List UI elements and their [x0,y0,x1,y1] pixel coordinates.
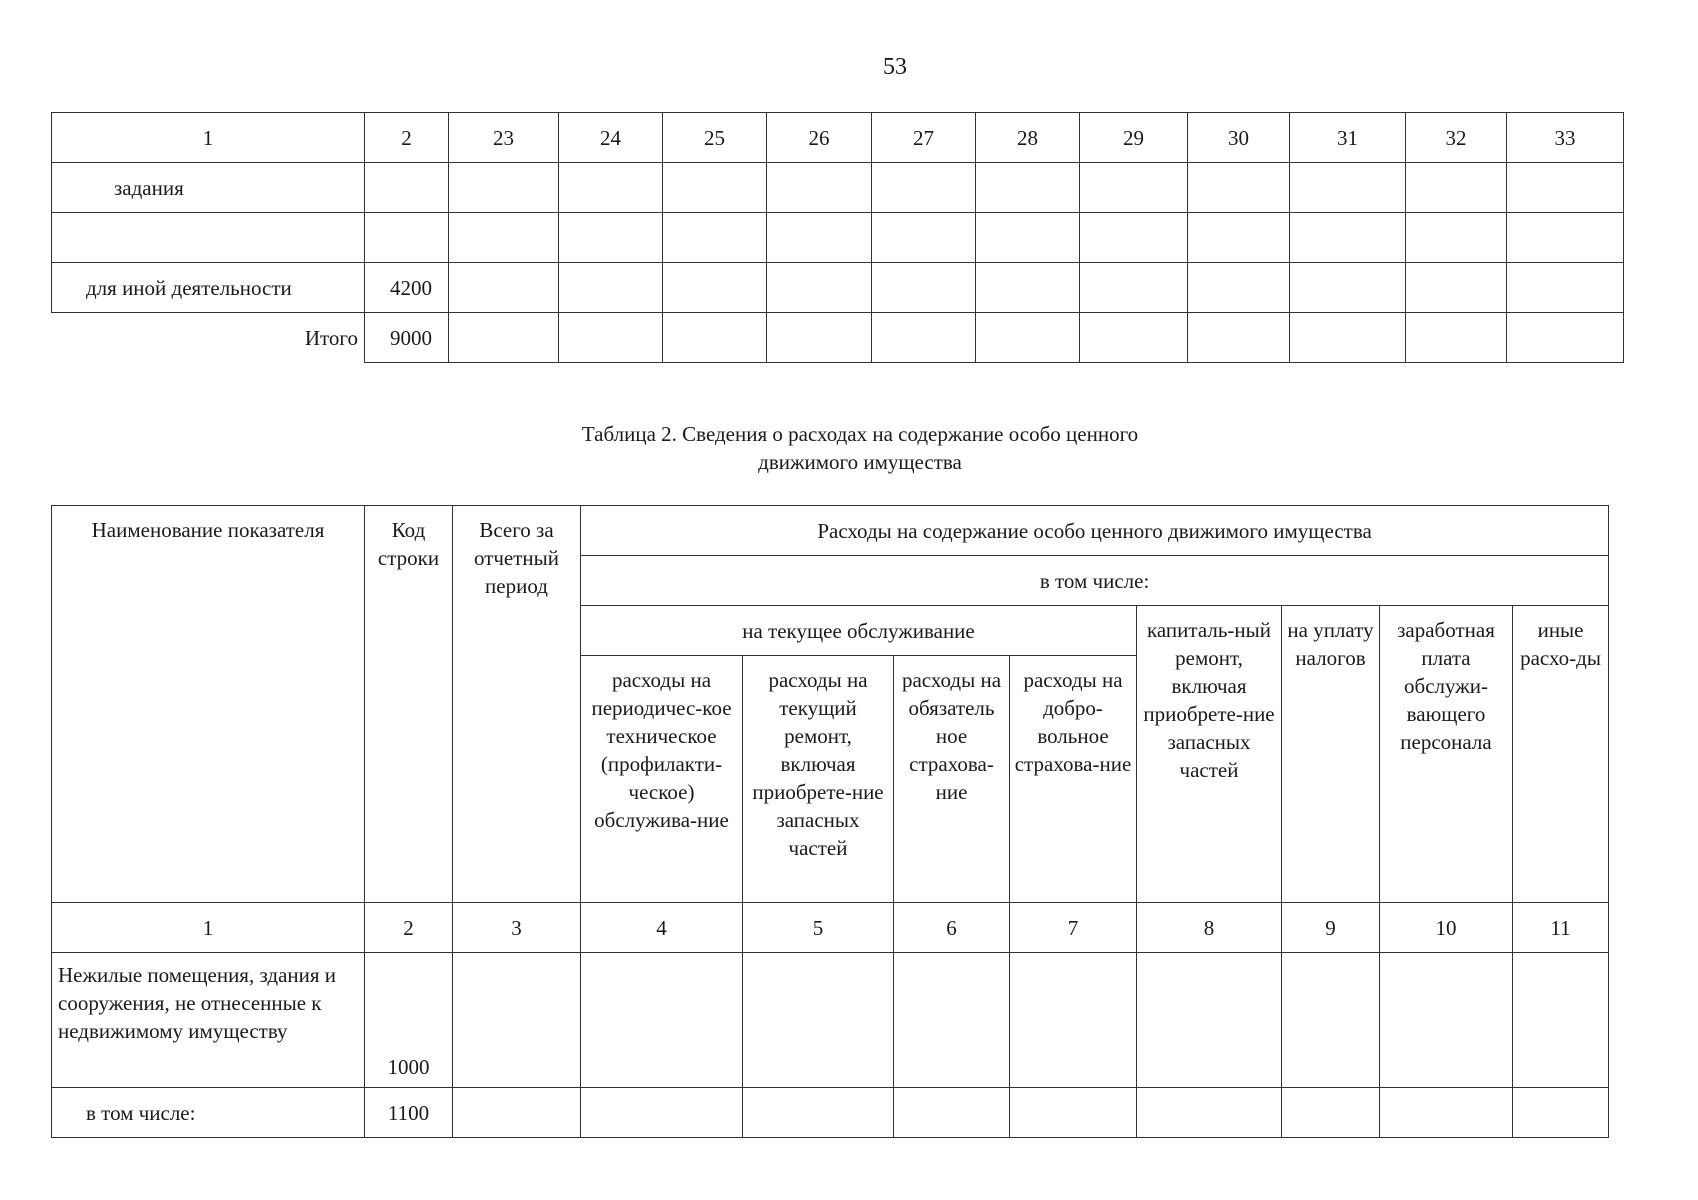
column-number: 11 [1513,903,1609,953]
table-cell [872,163,976,213]
table-cell [1080,263,1188,313]
table-1-header-cell: 29 [1080,113,1188,163]
table-cell [1406,163,1507,213]
table-cell [1507,313,1624,363]
table-cell [1290,163,1406,213]
header-code: Код строки [365,506,453,903]
table-cell [976,163,1080,213]
table-1-header-cell: 33 [1507,113,1624,163]
table-row [52,213,1624,263]
table-cell [767,163,872,213]
header-col-9: на уплату налогов [1282,606,1380,903]
column-number: 1 [52,903,365,953]
table-cell [767,313,872,363]
table-cell [1290,263,1406,313]
header-col-4: расходы на периодичес-кое техническое (профилакти-ческое) обслужива-ние [581,656,743,903]
table-cell [1513,1088,1609,1138]
table-cell [976,263,1080,313]
table-cell [1188,163,1290,213]
table-cell [1010,1088,1137,1138]
table-cell [976,213,1080,263]
table-cell [1188,313,1290,363]
table-cell [1080,213,1188,263]
table-cell [1507,213,1624,263]
header-including: в том числе: [581,556,1609,606]
caption-line-1: Таблица 2. Сведения о расходах на содержание особо ценного [581,422,1139,446]
table-1-header-cell: 1 [52,113,365,163]
column-number: 5 [743,903,894,953]
table-1-header-cell: 2 [365,113,449,163]
table-cell [453,1088,581,1138]
table-cell [1188,263,1290,313]
table-cell [1290,213,1406,263]
table-1-header-cell: 30 [1188,113,1290,163]
table-cell [872,213,976,263]
total-label: Итого [52,313,365,363]
row-code: 4200 [365,263,449,313]
row-label: в том числе: [52,1088,365,1138]
table-cell [663,163,767,213]
table-2 [51,505,1609,1138]
table-total-row [52,313,1624,363]
column-number: 9 [1282,903,1380,953]
table-cell [767,213,872,263]
table-1-header-cell: 27 [872,113,976,163]
table-cell [767,263,872,313]
table-cell [663,263,767,313]
table-cell [1137,953,1282,1088]
table-cell [976,313,1080,363]
table-1-header-cell: 32 [1406,113,1507,163]
table-cell [559,163,663,213]
table-cell [743,953,894,1088]
table-cell [1010,953,1137,1088]
header-total: Всего за отчетный период [453,506,581,903]
header-name: Наименование показателя [52,506,365,903]
table-cell [581,1088,743,1138]
table-cell [872,263,976,313]
table-2-number-row [52,903,1609,953]
header-col-5: расходы на текущий ремонт, включая приобрете-ние запасных частей [743,656,894,903]
table-cell [1080,163,1188,213]
table-cell [581,953,743,1088]
table-cell [743,1088,894,1138]
column-number: 6 [894,903,1010,953]
header-current-service: на текущее обслуживание [581,606,1137,656]
column-number: 7 [1010,903,1137,953]
column-number: 8 [1137,903,1282,953]
table-cell [1406,213,1507,263]
header-expenses: Расходы на содержание особо ценного движимого имущества [581,506,1609,556]
table-1-header-cell: 28 [976,113,1080,163]
table-cell [453,953,581,1088]
table-cell [559,313,663,363]
column-number: 4 [581,903,743,953]
table-cell [1507,263,1624,313]
table-row [52,163,1624,213]
table-cell [449,313,559,363]
column-number: 2 [365,903,453,953]
table-1-header-cell: 31 [1290,113,1406,163]
row-code [365,163,449,213]
table-cell [449,263,559,313]
table-1-header-row [52,113,1624,163]
table-cell [449,163,559,213]
total-code: 9000 [365,313,449,363]
table-cell [1406,263,1507,313]
table-cell [1380,953,1513,1088]
header-col-7: расходы на добро-вольное страхова-ние [1010,656,1137,903]
table-2-caption [480,420,1240,476]
row-label: для иной деятельности [52,263,365,313]
table-2-header-row-1 [52,506,1609,556]
table-cell [1406,313,1507,363]
row-code: 1100 [365,1088,453,1138]
table-cell [1380,1088,1513,1138]
table-row [52,263,1624,313]
table-cell [559,213,663,263]
table-cell [1188,213,1290,263]
table-cell [894,953,1010,1088]
table-cell [1137,1088,1282,1138]
page-number: 53 [883,54,907,80]
row-label: задания [52,163,365,213]
table-1-continuation [51,112,1624,363]
table-1-header-cell: 24 [559,113,663,163]
header-col-8: капиталь-ный ремонт, включая приобрете-ние запасных частей [1137,606,1282,903]
table-cell [663,313,767,363]
table-cell [1513,953,1609,1088]
column-number: 10 [1380,903,1513,953]
table-cell [1507,163,1624,213]
table-cell [1080,313,1188,363]
table-1-header-cell: 23 [449,113,559,163]
row-code [365,213,449,263]
table-1-header-cell: 25 [663,113,767,163]
table-cell [449,213,559,263]
table-row [52,953,1609,1088]
table-cell [1290,313,1406,363]
table-cell [894,1088,1010,1138]
table-cell [559,263,663,313]
row-code: 1000 [365,953,453,1088]
column-number: 3 [453,903,581,953]
header-col-6: расходы на обязатель ное страхова-ние [894,656,1010,903]
row-label: Нежилые помещения, здания и сооружения, не отнесенные к недвижимому имуществу [52,953,365,1088]
header-col-11: иные расхо-ды [1513,606,1609,903]
row-label [52,213,365,263]
table-cell [663,213,767,263]
header-col-10: заработная плата обслужи-вающего персонала [1380,606,1513,903]
table-cell [872,313,976,363]
table-row [52,1088,1609,1138]
table-1-header-cell: 26 [767,113,872,163]
table-cell [1282,953,1380,1088]
caption-line-2: движимого имущества [758,450,962,474]
table-cell [1282,1088,1380,1138]
